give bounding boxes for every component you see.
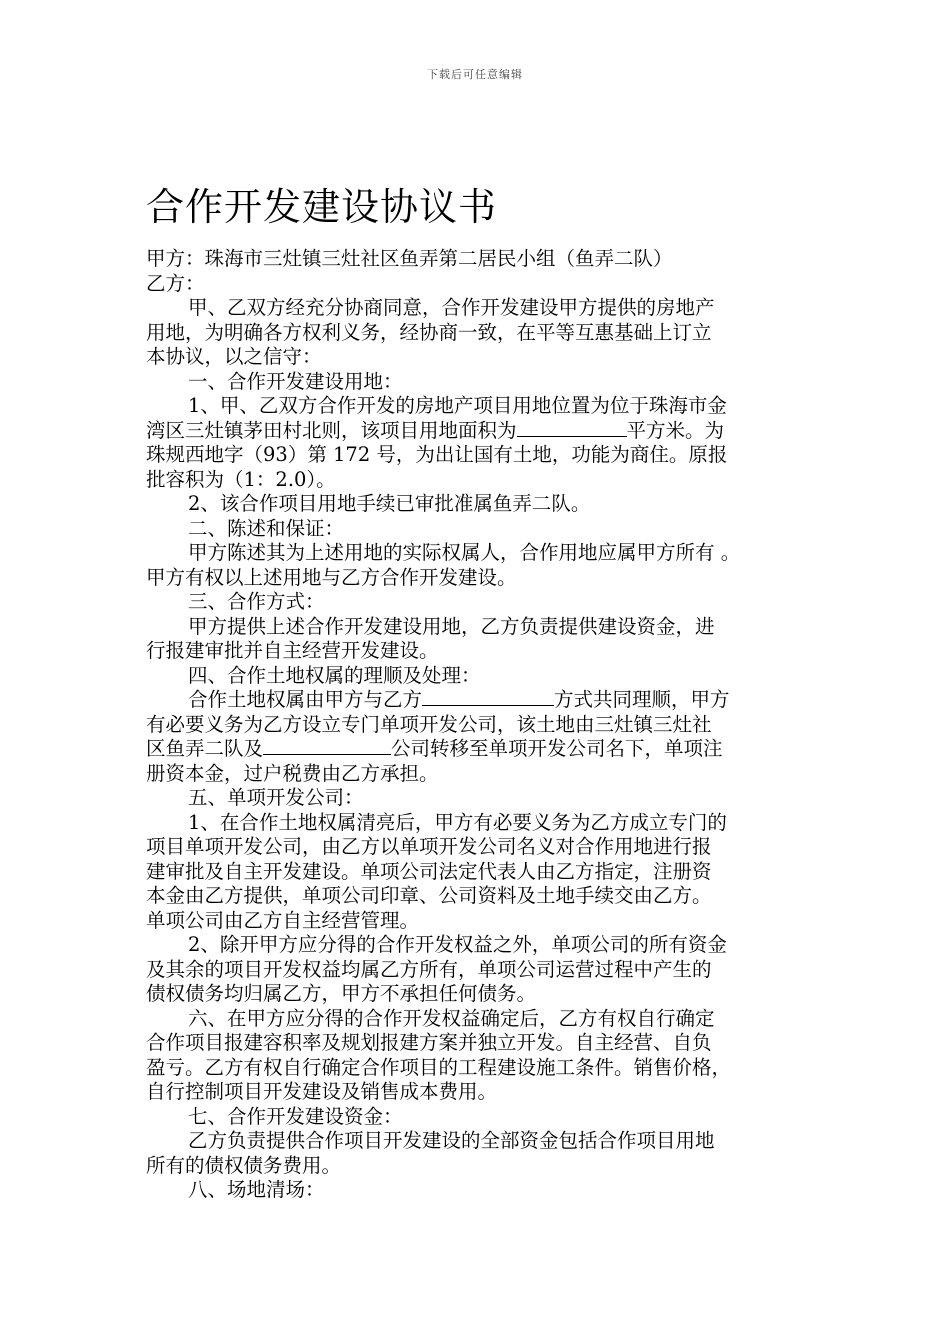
section-7-heading: 七、合作开发建设资金： (188, 1104, 403, 1128)
section-8-heading: 八、场地清场： (188, 1178, 325, 1201)
section-6-line: 盈亏。乙方有权自行确定合作项目的工程建设施工条件。销售价格， (146, 1055, 732, 1079)
section-1-item-2: 2、该合作项目用地手续已审批准属鱼弄二队。 (188, 492, 591, 515)
section-5-item-2-line: 及其余的项目开发权益均属乙方所有，单项公司运营过程中产生的 (146, 957, 712, 981)
section-1-item-1-line: 珠规西地字（93）第 172 号，为出让国有土地，功能为商住。原报 (146, 443, 728, 466)
document-body (146, 247, 810, 1203)
section-6-line: 六、在甲方应分得的合作开发权益确定后，乙方有权自行确定 (188, 1006, 715, 1030)
section-5-item-1-line: 建审批及自主开发建设。单项公司法定代表人由乙方指定，注册资 (146, 859, 712, 883)
section-7-body-line: 乙方负责提供合作项目开发建设的全部资金包括合作项目用地 (188, 1129, 715, 1152)
section-2-body-line: 甲方有权以上述用地与乙方合作开发建设。 (146, 565, 517, 589)
intro-paragraph-line: 用地，为明确各方权利义务，经协商一致，在平等互惠基础上订立 (146, 320, 712, 344)
section-3-heading: 三、合作方式： (188, 590, 325, 613)
section-1-heading: 一、合作开发建设用地： (188, 369, 403, 393)
section-6-line: 合作项目报建容积率及规划报建方案并独立开发。自主经营、自负 (146, 1031, 712, 1054)
text-run: 公司转移至单项开发公司名下，单项注 (391, 737, 723, 760)
area-blank-field (517, 420, 627, 437)
party-a-line: 甲方：珠海市三灶镇三灶社区鱼弄第二居民小组（鱼弄二队） (146, 247, 673, 270)
intro-paragraph-line: 本协议，以之信守： (146, 345, 322, 368)
section-1-item-1-line (146, 419, 810, 444)
section-2-body-line: 甲方陈述其为上述用地的实际权属人，合作用地应属甲方所有 。 (188, 541, 741, 564)
section-7-body-line: 所有的债权债务费用。 (146, 1153, 342, 1177)
section-3-body-line: 甲方提供上述合作开发建设用地，乙方负责提供建设资金，进 (188, 614, 715, 638)
section-4-body-line (146, 688, 810, 713)
section-4-body-line: 有必要义务为乙方设立专门单项开发公司，该土地由三灶镇三灶社 (146, 712, 712, 736)
intro-paragraph-line: 甲、乙双方经充分协商同意，合作开发建设甲方提供的房地产 (188, 296, 715, 319)
section-4-body-line: 册资本金，过户税费由乙方承担。 (146, 761, 439, 785)
section-5-item-1-line: 本金由乙方提供，单项公司印章、公司资料及土地手续交由乙方。 (146, 884, 712, 907)
header-note: 下载后可任意编辑 (427, 68, 523, 81)
section-1-item-1-line: 批容积为（1：2.0）。 (146, 467, 336, 491)
section-5-heading: 五、单项开发公司： (188, 786, 364, 809)
section-4-body-line (146, 737, 810, 762)
company-blank-field (263, 738, 391, 755)
section-2-heading: 二、陈述和保证： (188, 516, 345, 540)
section-5-item-1-line: 单项公司由乙方自主经营管理。 (146, 908, 420, 932)
section-5-item-1-line: 项目单项开发公司，由乙方以单项开发公司名义对合作用地进行报 (146, 835, 712, 858)
section-4-heading: 四、合作土地权属的理顺及处理： (188, 663, 481, 687)
text-run: 区鱼弄二队及 (146, 737, 264, 760)
text-run: 平方米。为 (626, 418, 725, 442)
section-5-item-2-line: 2、除开甲方应分得的合作开发权益之外，单项公司的所有资金 (188, 933, 727, 956)
section-5-item-2-line: 债权债务均归属乙方，甲方不承担任何债务。 (146, 982, 537, 1005)
section-5-item-1-line: 1、在合作土地权属清亮后，甲方有必要义务为乙方成立专门的 (188, 810, 727, 834)
text-run: 合作土地权属由甲方与乙方 (188, 688, 423, 711)
method-blank-field (422, 689, 554, 706)
section-1-item-1-line: 1、甲、乙双方合作开发的房地产项目用地位置为位于珠海市金 (188, 394, 727, 417)
text-run: 湾区三灶镇茅田村北则，该项目用地面积为 (146, 418, 517, 442)
text-run: 方式共同理顺，甲方 (554, 688, 730, 711)
section-6-line: 自行控制项目开发建设及销售成本费用。 (146, 1080, 498, 1103)
document-title: 合作开发建设协议书 (146, 185, 498, 229)
section-3-body-line: 行报建审批并自主经营开发建设。 (146, 639, 439, 662)
party-b-line: 乙方： (146, 271, 205, 295)
